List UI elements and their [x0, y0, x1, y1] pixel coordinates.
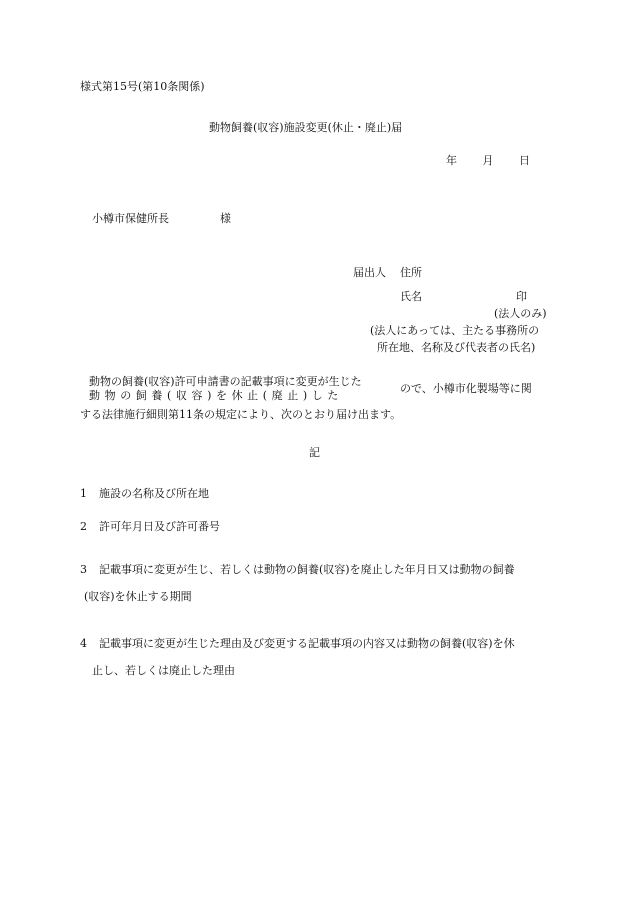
addressee-honorific: 様: [220, 212, 231, 225]
corp-note-line2: 所在地、名称及び代表者の氏名): [377, 341, 536, 354]
date-day: 日: [519, 154, 530, 167]
item-3: [80, 563, 515, 576]
body-line1-tail: ので、小樽市化製場等に関: [400, 382, 532, 395]
item-number: 2: [80, 520, 87, 533]
document-title: 動物飼養(収容)施設変更(休止・廃止)届: [209, 121, 403, 134]
corp-only-note: (法人のみ): [494, 307, 547, 320]
item-number: 4: [80, 637, 87, 650]
item-number: 1: [80, 487, 87, 500]
item-3-continuation: (収容)を休止する期間: [84, 590, 192, 603]
ki-heading: 記: [309, 446, 320, 459]
address-label: 住所: [400, 266, 422, 279]
item-text: 記載事項に変更が生じ、若しくは動物の飼養(収容)を廃止した年月日又は動物の飼養: [99, 563, 515, 576]
body-line2: する法律施行細則第11条の規定により、次のとおり届け出ます。: [80, 408, 402, 421]
item-text: 施設の名称及び所在地: [99, 487, 209, 500]
item-4-continuation: 止し、若しくは廃止した理由: [92, 664, 235, 677]
item-2: [80, 520, 220, 533]
item-text: 許可年月日及び許可番号: [99, 520, 220, 533]
body-line1-lower: 動物の飼養(収容)を休止(廃止)した: [89, 389, 343, 402]
name-label: 氏名: [400, 290, 422, 303]
item-number: 3: [80, 563, 87, 576]
applicant-label: 届出人: [353, 266, 386, 279]
corp-note-line1: (法人にあっては、主たる事務所の: [370, 324, 540, 337]
item-1: [80, 487, 209, 500]
form-number: 様式第15号(第10条関係): [80, 80, 205, 93]
date-month: 月: [482, 154, 494, 167]
date-year: 年: [446, 154, 457, 167]
seal-mark: 印: [516, 290, 527, 303]
addressee-name: 小樽市保健所長: [92, 212, 169, 225]
item-text: 記載事項に変更が生じた理由及び変更する記載事項の内容又は動物の飼養(収容)を休: [99, 637, 515, 650]
date-line: [446, 154, 530, 167]
item-4: [80, 637, 515, 650]
body-line1-upper: 動物の飼養(収容)許可申請書の記載事項に変更が生じた: [89, 375, 362, 388]
